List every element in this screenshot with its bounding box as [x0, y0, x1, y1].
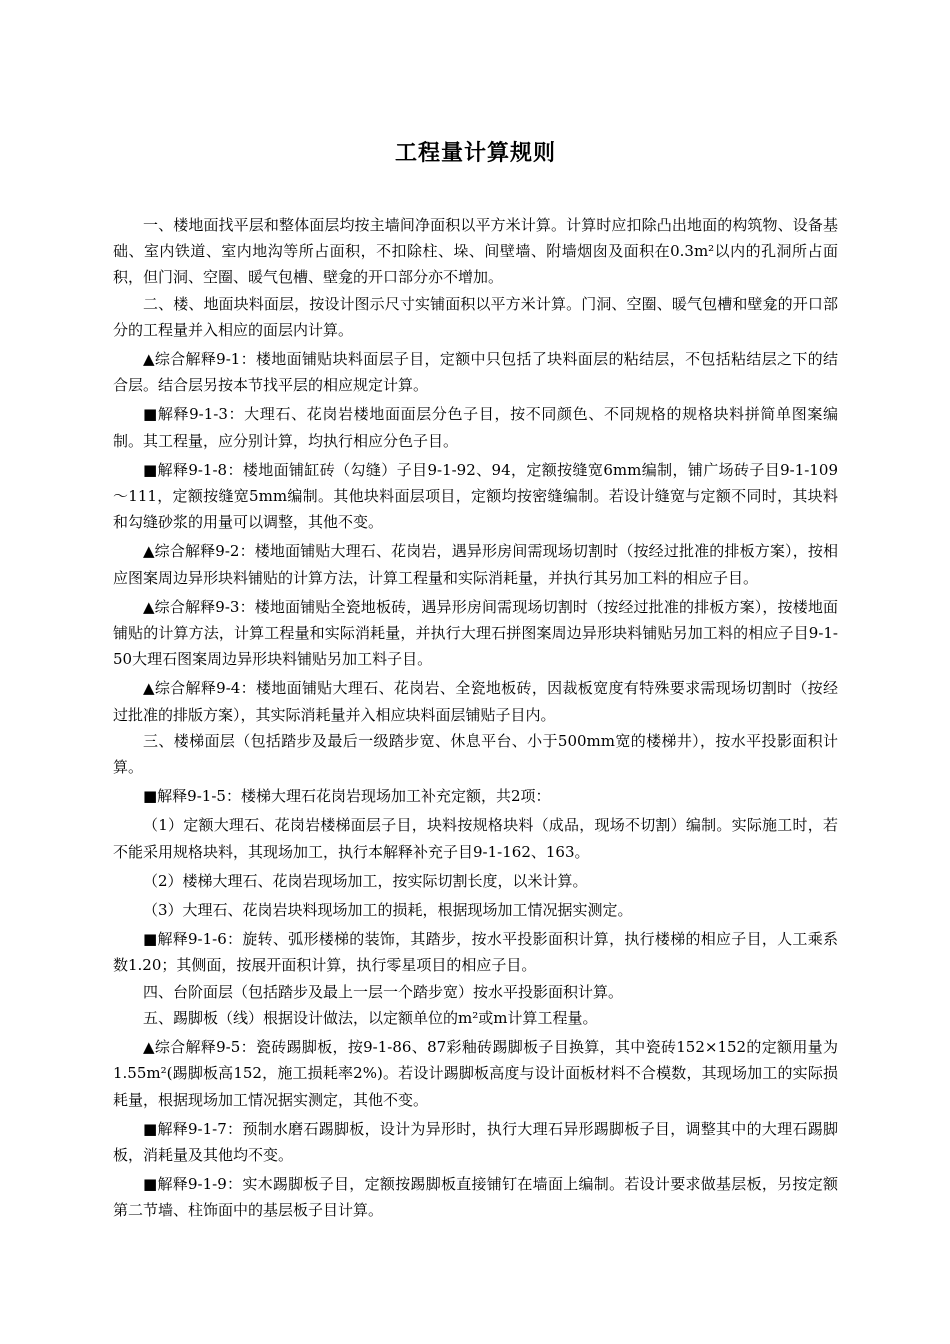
paragraph-5: ■解释9-1-8：楼地面铺缸砖（勾缝）子目9-1-92、94，定额按缝宽6mm编制，铺广场砖子目9-1-109～111，定额按缝宽5mm编制。其他块料面层项目，定额均按密缝编制。若设计缝宽与定额不同时，其块料和勾缝砂浆的用量可以调整，其他不变。 — [113, 460, 838, 532]
paragraph-7: ▲综合解释9-3：楼地面铺贴全瓷地板砖，遇异形房间需现场切割时（按经过批准的排板方案），按楼地面铺贴的计算方法，计算工程量和实际消耗量，并执行大理石拼图案周边异形块料铺贴另加工料的相应子目9-1-50大理石图案周边异形块料铺贴另加工料子目。 — [113, 597, 838, 669]
document-body — [113, 212, 838, 1224]
paragraph-11: （1）定额大理石、花岗岩楼梯面层子目，块料按规格块料（成品，现场不切割）编制。实际施工时，若不能采用规格块料，其现场加工，执行本解释补充子目9-1-162、163。 — [113, 816, 838, 861]
paragraph-1: 一、楼地面找平层和整体面层均按主墙间净面积以平方米计算。计算时应扣除凸出地面的构筑物、设备基础、室内铁道、室内地沟等所占面积，不扣除柱、垛、间壁墙、附墙烟囱及面积在0.3m²以内的孔洞所占面积，但门洞、空圈、暖气包槽、壁龛的开口部分亦不增加。 — [113, 216, 838, 287]
paragraph-9: 三、楼梯面层（包括踏步及最后一级踏步宽、休息平台、小于500mm宽的楼梯井），按水平投影面积计算。 — [113, 731, 838, 777]
paragraph-19: ■解释9-1-9：实木踢脚板子目，定额按踢脚板直接铺钉在墙面上编制。若设计要求做基层板，另按定额第二节墙、柱饰面中的基层板子目计算。 — [113, 1175, 838, 1220]
paragraph-17: ▲综合解释9-5：瓷砖踢脚板，按9-1-86、87彩釉砖踢脚板子目换算，其中瓷砖152×152的定额用量为1.55m²(踢脚板高152，施工损耗率2%)。若设计踢脚板高度与设计面板材料不合模数，其现场加工的实际损耗量，根据现场加工情况据实测定，其他不变。 — [113, 1038, 838, 1109]
paragraph-2: 二、楼、地面块料面层，按设计图示尺寸实铺面积以平方米计算。门洞、空圈、暖气包槽和壁龛的开口部分的工程量并入相应的面层内计算。 — [113, 294, 838, 339]
paragraph-14: ■解释9-1-6：旋转、弧形楼梯的装饰，其踏步，按水平投影面积计算，执行楼梯的相应子目，人工乘系数1.20；其侧面，按展开面积计算，执行零星项目的相应子目。 — [113, 930, 838, 975]
paragraph-16: 五、踢脚板（线）根据设计做法，以定额单位的m²或m计算工程量。 — [143, 1008, 598, 1027]
paragraph-3: ▲综合解释9-1：楼地面铺贴块料面层子目，定额中只包括了块料面层的粘结层，不包括粘结层之下的结合层。结合层另按本节找平层的相应规定计算。 — [113, 350, 838, 395]
page-title: 工程量计算规则 — [394, 140, 556, 166]
paragraph-4: ■解释9-1-3：大理石、花岗岩楼地面面层分色子目，按不同颜色、不同规格的规格块料拼简单图案编制。其工程量，应分别计算，均执行相应分色子目。 — [113, 405, 838, 450]
paragraph-8: ▲综合解释9-4：楼地面铺贴大理石、花岗岩、全瓷地板砖，因裁板宽度有特殊要求需现场切割时（按经过批准的排版方案），其实际消耗量并入相应块料面层铺贴子目内。 — [113, 679, 838, 724]
paragraph-10: ■解释9-1-5：楼梯大理石花岗岩现场加工补充定额，共2项： — [143, 787, 551, 806]
paragraph-18: ■解释9-1-7：预制水磨石踢脚板，设计为异形时，执行大理石异形踢脚板子目，调整其中的大理石踢脚板，消耗量及其他均不变。 — [113, 1119, 838, 1164]
paragraph-6: ▲综合解释9-2：楼地面铺贴大理石、花岗岩，遇异形房间需现场切割时（按经过批准的排板方案），按相应图案周边异形块料铺贴的计算方法，计算工程量和实际消耗量，并执行其另加工料的相应子目。 — [113, 542, 838, 587]
paragraph-15: 四、台阶面层（包括踏步及最上一层一个踏步宽）按水平投影面积计算。 — [143, 982, 624, 1001]
paragraph-12: （2）楼梯大理石、花岗岩现场加工，按实际切割长度，以米计算。 — [143, 871, 588, 890]
paragraph-13: （3）大理石、花岗岩块料现场加工的损耗，根据现场加工情况据实测定。 — [143, 901, 633, 920]
